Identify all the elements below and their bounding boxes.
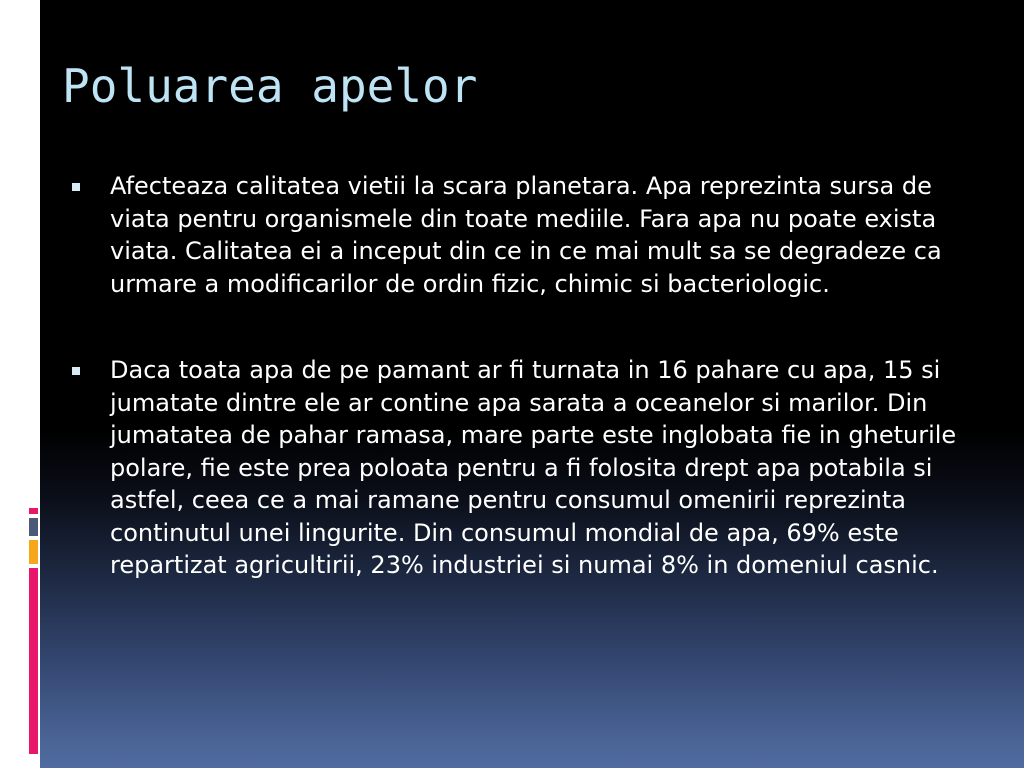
title-decoration-icon: [22, 56, 44, 116]
accent-bar-pink-long: [29, 568, 38, 754]
slide-content: [72, 170, 972, 636]
bullet-item: [72, 170, 972, 300]
bullet-text: Afecteaza calitatea vietii la scara planetara. Apa reprezinta sursa de viata pentru organismele din toate mediile. Fara apa nu poate exista viata. Calitatea ei a inceput din ce in ce mai mult sa se degradeze ca urmare a modificarilor de ordin fizic, chimic si bacteriologic.: [110, 172, 942, 298]
bullet-text: Daca toata apa de pe pamant ar fi turnata in 16 pahare cu apa, 15 si jumatate dintre ele ar contine apa sarata a oceanelor si marilor. Din jumatatea de pahar ramasa, mare parte este inglobata fie in gheturile polare, fie este prea poloata pentru a fi folosita drept apa potabila si astfel, ceea ce a mai ramane pentru consumul omenirii reprezinta continutul unei lingurite. Din consumul mondial de apa, 69% este repartizat agricultirii, 23% industriei si numai 8% in domeniul casnic.: [110, 356, 957, 579]
bullet-item: [72, 354, 972, 582]
bullet-square-icon: [72, 183, 80, 191]
accent-bar-pink-top: [29, 508, 38, 514]
bullet-square-icon: [72, 367, 80, 375]
accent-bar-orange: [29, 540, 38, 564]
slide-title: Poluarea apelor: [62, 59, 478, 113]
accent-bar-gray: [29, 518, 38, 536]
